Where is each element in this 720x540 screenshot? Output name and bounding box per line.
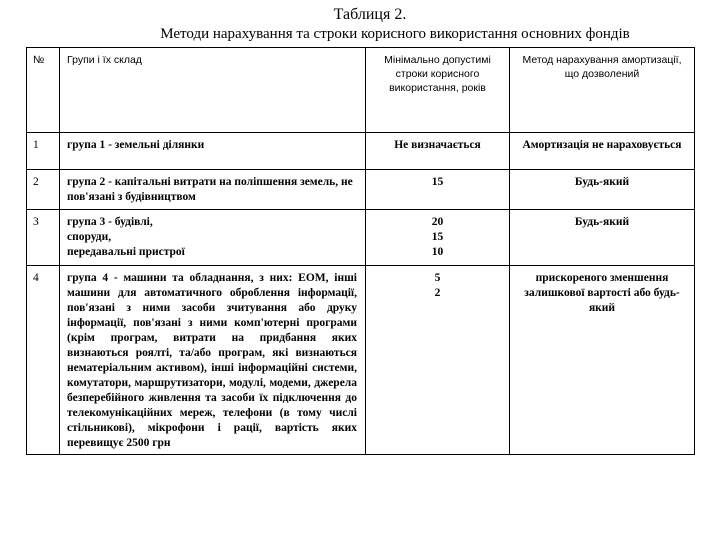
table-row <box>27 210 695 266</box>
table-row <box>27 133 695 170</box>
row-method: Будь-який <box>510 210 695 266</box>
table-number: Таблиця 2. <box>333 6 407 23</box>
header-method: Метод нарахування амортизації, що дозволений <box>510 48 695 133</box>
table-header-row <box>27 48 695 133</box>
row-terms <box>366 170 510 210</box>
depreciation-table <box>26 47 695 455</box>
row-method: Будь-який <box>510 170 695 210</box>
row-group <box>60 210 366 266</box>
term-value: 20 <box>431 216 444 228</box>
row-terms <box>366 210 510 266</box>
group-line: споруди, <box>67 231 112 243</box>
group-description: група 4 - машини та обладнання, з них: ЕОМ, інші машини для автоматичного оброблення інформації, пов'язані з ними засоби зчитування або друку інформації, пов'язані з ними комп'ютерні програми (крім програм, витрати на придбання яких визнаються роялті, та/або програм, які визнаються нематеріальним активом), інші інформаційні системи, комутатори, маршрутизатори, модулі, модеми, джерела безперебійного живлення та засоби їх підключення до телекомунікаційних мереж, телефони (в тому числі стільникові), мікрофони і рації, вартість яких перевищує 2500 грн <box>67 272 357 449</box>
term-value: 10 <box>431 246 444 258</box>
table-row <box>27 266 695 455</box>
term-value: 15 <box>431 176 444 188</box>
row-method: прискореного зменшення залишкової вартості або будь-який <box>510 266 695 455</box>
row-number: 4 <box>27 266 60 455</box>
row-terms <box>366 133 510 170</box>
row-method: Амортизація не нараховується <box>510 133 695 170</box>
term-value: 15 <box>431 231 444 243</box>
term-value: 2 <box>434 287 441 299</box>
row-group: група 1 - земельні ділянки <box>60 133 366 170</box>
group-line: передавальні пристрої <box>67 246 185 258</box>
term-value: Не визначається <box>394 139 481 151</box>
header-num: № <box>27 48 60 133</box>
row-group: група 2 - капітальні витрати на поліпшення земель, не пов'язані з будівництвом <box>60 170 366 210</box>
table-row <box>27 170 695 210</box>
table-title: Методи нарахування та строки корисного використання основних фондів <box>160 26 630 42</box>
term-value: 5 <box>434 272 441 284</box>
table-caption <box>0 6 720 44</box>
row-terms <box>366 266 510 455</box>
header-min-terms: Мінімально допустимі строки корисного використання, років <box>366 48 510 133</box>
group-line: група 3 - будівлі, <box>67 216 153 228</box>
row-group <box>60 266 366 455</box>
row-number: 1 <box>27 133 60 170</box>
row-number: 3 <box>27 210 60 266</box>
row-number: 2 <box>27 170 60 210</box>
header-groups: Групи і їх склад <box>60 48 366 133</box>
